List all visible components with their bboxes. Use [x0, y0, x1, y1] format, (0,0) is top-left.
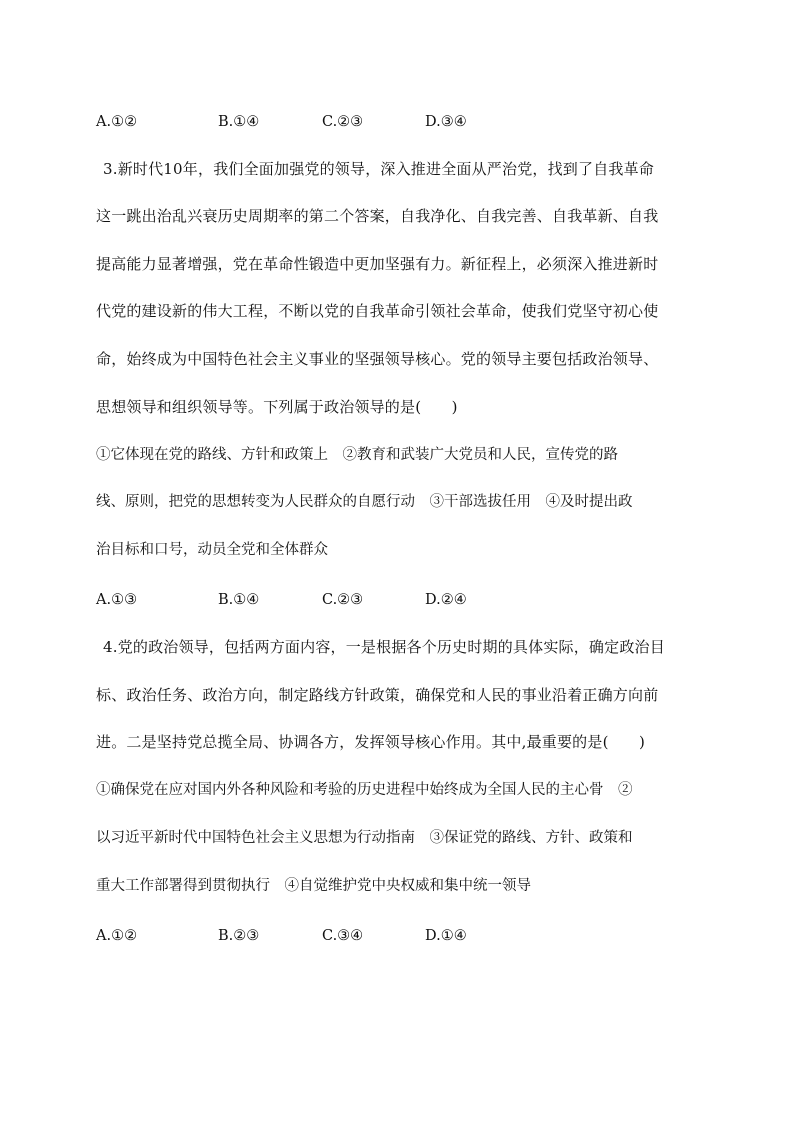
q3-stem-line: 提高能力显著增强，党在革命性锻造中更加坚强有力。新征程上，必须深入推进新时 — [96, 255, 659, 273]
q3-option-d: D.②④ — [425, 592, 467, 608]
q4-option-b: B.②③ — [218, 928, 260, 944]
q3-statement-line: ①它体现在党的路线、方针和政策上 ②教育和武装广大党员和人民，宣传党的路 — [96, 447, 618, 463]
q3-option-b: B.①④ — [218, 592, 260, 608]
q4-options — [96, 925, 596, 947]
q4-statement-line: 重大工作部署得到贯彻执行 ④自觉维护党中央权威和集中统一领导 — [96, 878, 531, 894]
q2-options — [96, 111, 596, 133]
q4-stem-line: 进。二是坚持党总揽全局、协调各方，发挥领导核心作用。其中,最重要的是( ) — [96, 733, 646, 751]
q3-options — [96, 589, 596, 611]
q3-option-c: C.②③ — [322, 592, 364, 608]
q3-statement-line: 线、原则，把党的思想转变为人民群众的自愿行动 ③干部选拔任用 ④及时提出政 — [96, 494, 633, 510]
q3-stem-line: 这一跳出治乱兴衰历史周期率的第二个答案，自我净化、自我完善、自我革新、自我 — [96, 207, 659, 225]
q3-stem-line: 代党的建设新的伟大工程，不断以党的自我革命引领社会革命，使我们党坚守初心使 — [96, 302, 659, 320]
q2-option-a: A.①② — [96, 114, 138, 130]
q3-option-a: A.①③ — [96, 592, 138, 608]
q2-option-d: D.③④ — [425, 114, 467, 130]
q4-stem-line: 标、政治任务、政治方向，制定路线方针政策，确保党和人民的事业沿着正确方向前 — [96, 686, 659, 704]
q3-stem-line: 命，始终成为中国特色社会主义事业的坚强领导核心。党的领导主要包括政治领导、 — [96, 350, 659, 368]
q4-option-d: D.①④ — [425, 928, 467, 944]
q4-statement-line: ①确保党在应对国内外各种风险和考验的历史进程中始终成为全国人民的主心骨 ② — [96, 782, 633, 798]
q4-stem-line: 4.党的政治领导，包括两方面内容，一是根据各个历史时期的具体实际，确定政治目 — [103, 638, 665, 656]
q4-option-c: C.③④ — [322, 928, 364, 944]
q3-statement-line: 治目标和口号，动员全党和全体群众 — [96, 542, 328, 558]
q3-stem-line: 3.新时代10年，我们全面加强党的领导，深入推进全面从严治党，找到了自我革命 — [103, 160, 655, 178]
q4-option-a: A.①② — [96, 928, 138, 944]
q2-option-c: C.②③ — [322, 114, 364, 130]
q4-statement-line: 以习近平新时代中国特色社会主义思想为行动指南 ③保证党的路线、方针、政策和 — [96, 830, 633, 846]
q2-option-b: B.①④ — [218, 114, 260, 130]
q3-stem-line: 思想领导和组织领导等。下列属于政治领导的是( ) — [96, 398, 458, 416]
